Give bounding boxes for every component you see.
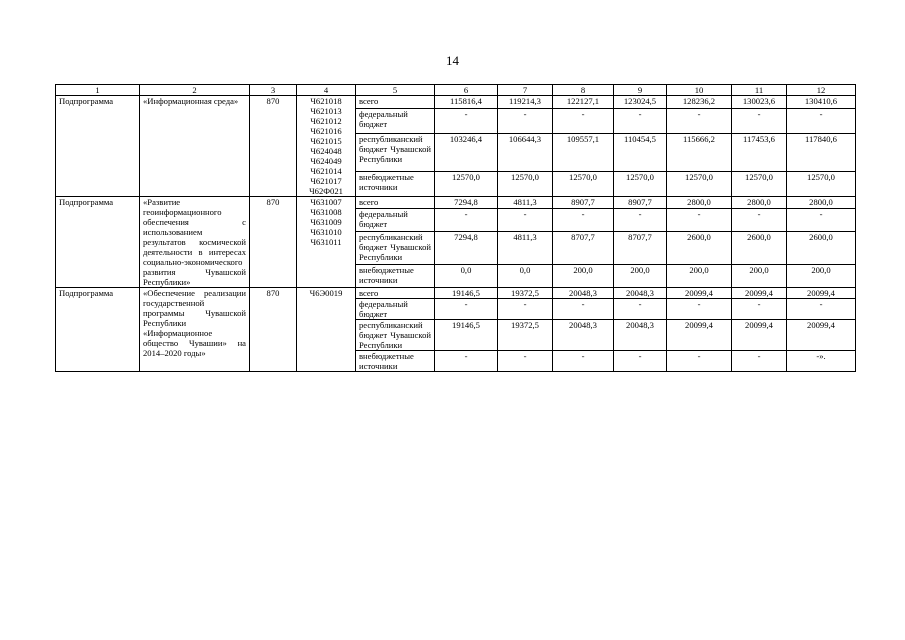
- funding-value: -: [787, 299, 856, 320]
- funding-value: -: [553, 109, 614, 134]
- funding-value: -: [498, 351, 553, 372]
- funding-value: 123024,5: [614, 96, 667, 109]
- funding-value: 12570,0: [614, 171, 667, 196]
- budget-code: Ч621017: [310, 176, 342, 186]
- budget-codes: [297, 197, 356, 288]
- col-header: 1: [56, 85, 140, 96]
- subprogram-type: Подпрограмма: [56, 197, 140, 288]
- funding-value: 200,0: [553, 265, 614, 288]
- funding-value: -: [667, 109, 732, 134]
- funding-value: 0,0: [435, 265, 498, 288]
- funding-value: 122127,1: [553, 96, 614, 109]
- funding-value: 19146,5: [435, 288, 498, 299]
- funding-value: 106644,3: [498, 134, 553, 171]
- funding-value: -: [498, 299, 553, 320]
- funding-value: 2600,0: [732, 231, 787, 265]
- funding-value: 20099,4: [667, 288, 732, 299]
- funding-value: -: [435, 351, 498, 372]
- table-row: [56, 96, 856, 109]
- grbs-code: 870: [250, 197, 297, 288]
- funding-value: 2800,0: [787, 197, 856, 209]
- funding-value: 20048,3: [614, 320, 667, 351]
- budget-code: Ч621012: [310, 116, 342, 126]
- funding-source: федеральный бюджет: [356, 208, 435, 231]
- col-header: 2: [140, 85, 250, 96]
- funding-source: всего: [356, 288, 435, 299]
- col-header: 11: [732, 85, 787, 96]
- funding-value: 0,0: [498, 265, 553, 288]
- subprogram-name: «Обеспечение реализации государственной программы Чувашской Республики «Информационное общество Чувашии» на 2014–2020 годы»: [140, 288, 250, 372]
- funding-value: 8907,7: [614, 197, 667, 209]
- funding-value: 4811,3: [498, 231, 553, 265]
- funding-value: -: [498, 109, 553, 134]
- table-row: [56, 288, 856, 299]
- budget-code: Ч624049: [310, 156, 342, 166]
- funding-source: федеральный бюджет: [356, 299, 435, 320]
- funding-source: внебюджетные источники: [356, 171, 435, 196]
- funding-value: 200,0: [614, 265, 667, 288]
- col-header: 12: [787, 85, 856, 96]
- funding-value: -: [667, 299, 732, 320]
- funding-value: 20048,3: [614, 288, 667, 299]
- budget-code: Ч624048: [310, 146, 342, 156]
- funding-value: 20099,4: [787, 320, 856, 351]
- budget-code: Ч621016: [310, 126, 342, 136]
- funding-value: 20099,4: [732, 320, 787, 351]
- budget-code: Ч631010: [310, 227, 342, 237]
- funding-value: 110454,5: [614, 134, 667, 171]
- col-header: 3: [250, 85, 297, 96]
- funding-value: 12570,0: [435, 171, 498, 196]
- col-header: 6: [435, 85, 498, 96]
- subprogram-name: «Информационная среда»: [140, 96, 250, 197]
- funding-value: 20099,4: [787, 288, 856, 299]
- funding-value: -: [435, 299, 498, 320]
- budget-code: Ч631008: [310, 207, 342, 217]
- funding-value: -: [787, 208, 856, 231]
- funding-value: -: [732, 208, 787, 231]
- col-header: 7: [498, 85, 553, 96]
- funding-source: внебюджетные источники: [356, 351, 435, 372]
- funding-value: -: [553, 208, 614, 231]
- table-body: [56, 96, 856, 372]
- table-row: [56, 197, 856, 209]
- col-header: 9: [614, 85, 667, 96]
- col-header: 8: [553, 85, 614, 96]
- funding-source: республиканский бюджет Чувашской Республики: [356, 231, 435, 265]
- budget-code: Ч621013: [310, 106, 342, 116]
- funding-source: всего: [356, 96, 435, 109]
- funding-value: 117453,6: [732, 134, 787, 171]
- funding-source: всего: [356, 197, 435, 209]
- funding-value: 12570,0: [787, 171, 856, 196]
- funding-value: 130023,6: [732, 96, 787, 109]
- budget-codes: [297, 288, 356, 372]
- funding-value: 20048,3: [553, 320, 614, 351]
- funding-value: -: [614, 208, 667, 231]
- grbs-code: 870: [250, 288, 297, 372]
- funding-value: 2800,0: [667, 197, 732, 209]
- funding-value: -: [498, 208, 553, 231]
- funding-value: 7294,8: [435, 231, 498, 265]
- funding-value: 128236,2: [667, 96, 732, 109]
- funding-value: 2600,0: [667, 231, 732, 265]
- funding-value: 130410,6: [787, 96, 856, 109]
- funding-value: 12570,0: [667, 171, 732, 196]
- funding-value: 103246,4: [435, 134, 498, 171]
- budget-code: Ч631011: [310, 237, 342, 247]
- funding-value: 12570,0: [498, 171, 553, 196]
- budget-code: Ч621018: [310, 96, 342, 106]
- funding-value: 8907,7: [553, 197, 614, 209]
- funding-value: 8707,7: [553, 231, 614, 265]
- funding-value: 12570,0: [732, 171, 787, 196]
- budget-codes: [297, 96, 356, 197]
- funding-value: 19372,5: [498, 320, 553, 351]
- funding-value: -: [787, 109, 856, 134]
- funding-value: 119214,3: [498, 96, 553, 109]
- budget-code: Ч631007: [310, 197, 342, 207]
- budget-code: Ч6Э0019: [309, 288, 343, 298]
- funding-value: -: [614, 109, 667, 134]
- col-header: 5: [356, 85, 435, 96]
- funding-value: 8707,7: [614, 231, 667, 265]
- funding-value: 12570,0: [553, 171, 614, 196]
- subprogram-type: Подпрограмма: [56, 288, 140, 372]
- funding-value: -: [435, 109, 498, 134]
- budget-code: Ч631009: [310, 217, 342, 227]
- funding-table: [55, 84, 856, 372]
- subprogram-type: Подпрограмма: [56, 96, 140, 197]
- budget-code: Ч621014: [310, 166, 342, 176]
- funding-value: 115666,2: [667, 134, 732, 171]
- funding-value: -: [667, 351, 732, 372]
- funding-value: 20099,4: [667, 320, 732, 351]
- grbs-code: 870: [250, 96, 297, 197]
- funding-value: 117840,6: [787, 134, 856, 171]
- funding-value: 200,0: [667, 265, 732, 288]
- funding-value: 115816,4: [435, 96, 498, 109]
- funding-value: -: [553, 299, 614, 320]
- funding-value: 200,0: [787, 265, 856, 288]
- subprogram-name: «Развитие геоинформационного обеспечения с использованием результатов космической деятельности в интересах социально-экономического развития Чувашской Республики»: [140, 197, 250, 288]
- header-row: [56, 85, 856, 96]
- funding-source: республиканский бюджет Чувашской Республики: [356, 134, 435, 171]
- funding-value: -: [435, 208, 498, 231]
- funding-value: 20099,4: [732, 288, 787, 299]
- col-header: 4: [297, 85, 356, 96]
- funding-value: 2600,0: [787, 231, 856, 265]
- funding-value: 109557,1: [553, 134, 614, 171]
- funding-value: -: [732, 109, 787, 134]
- budget-code: Ч62Ф021: [309, 186, 343, 196]
- funding-value: 20048,3: [553, 288, 614, 299]
- funding-source: внебюджетные источники: [356, 265, 435, 288]
- funding-value: 4811,3: [498, 197, 553, 209]
- col-header: 10: [667, 85, 732, 96]
- funding-value: -: [614, 351, 667, 372]
- funding-value: -: [553, 351, 614, 372]
- budget-code: Ч621015: [310, 136, 342, 146]
- funding-value: 200,0: [732, 265, 787, 288]
- funding-value: 19146,5: [435, 320, 498, 351]
- funding-value: 2800,0: [732, 197, 787, 209]
- funding-value: -: [614, 299, 667, 320]
- funding-source: республиканский бюджет Чувашской Республики: [356, 320, 435, 351]
- funding-value: -: [732, 299, 787, 320]
- funding-value: -: [667, 208, 732, 231]
- funding-value: 19372,5: [498, 288, 553, 299]
- funding-value: -: [732, 351, 787, 372]
- funding-source: федеральный бюджет: [356, 109, 435, 134]
- funding-value: -».: [787, 351, 856, 372]
- page-number: 14: [446, 53, 459, 68]
- funding-value: 7294,8: [435, 197, 498, 209]
